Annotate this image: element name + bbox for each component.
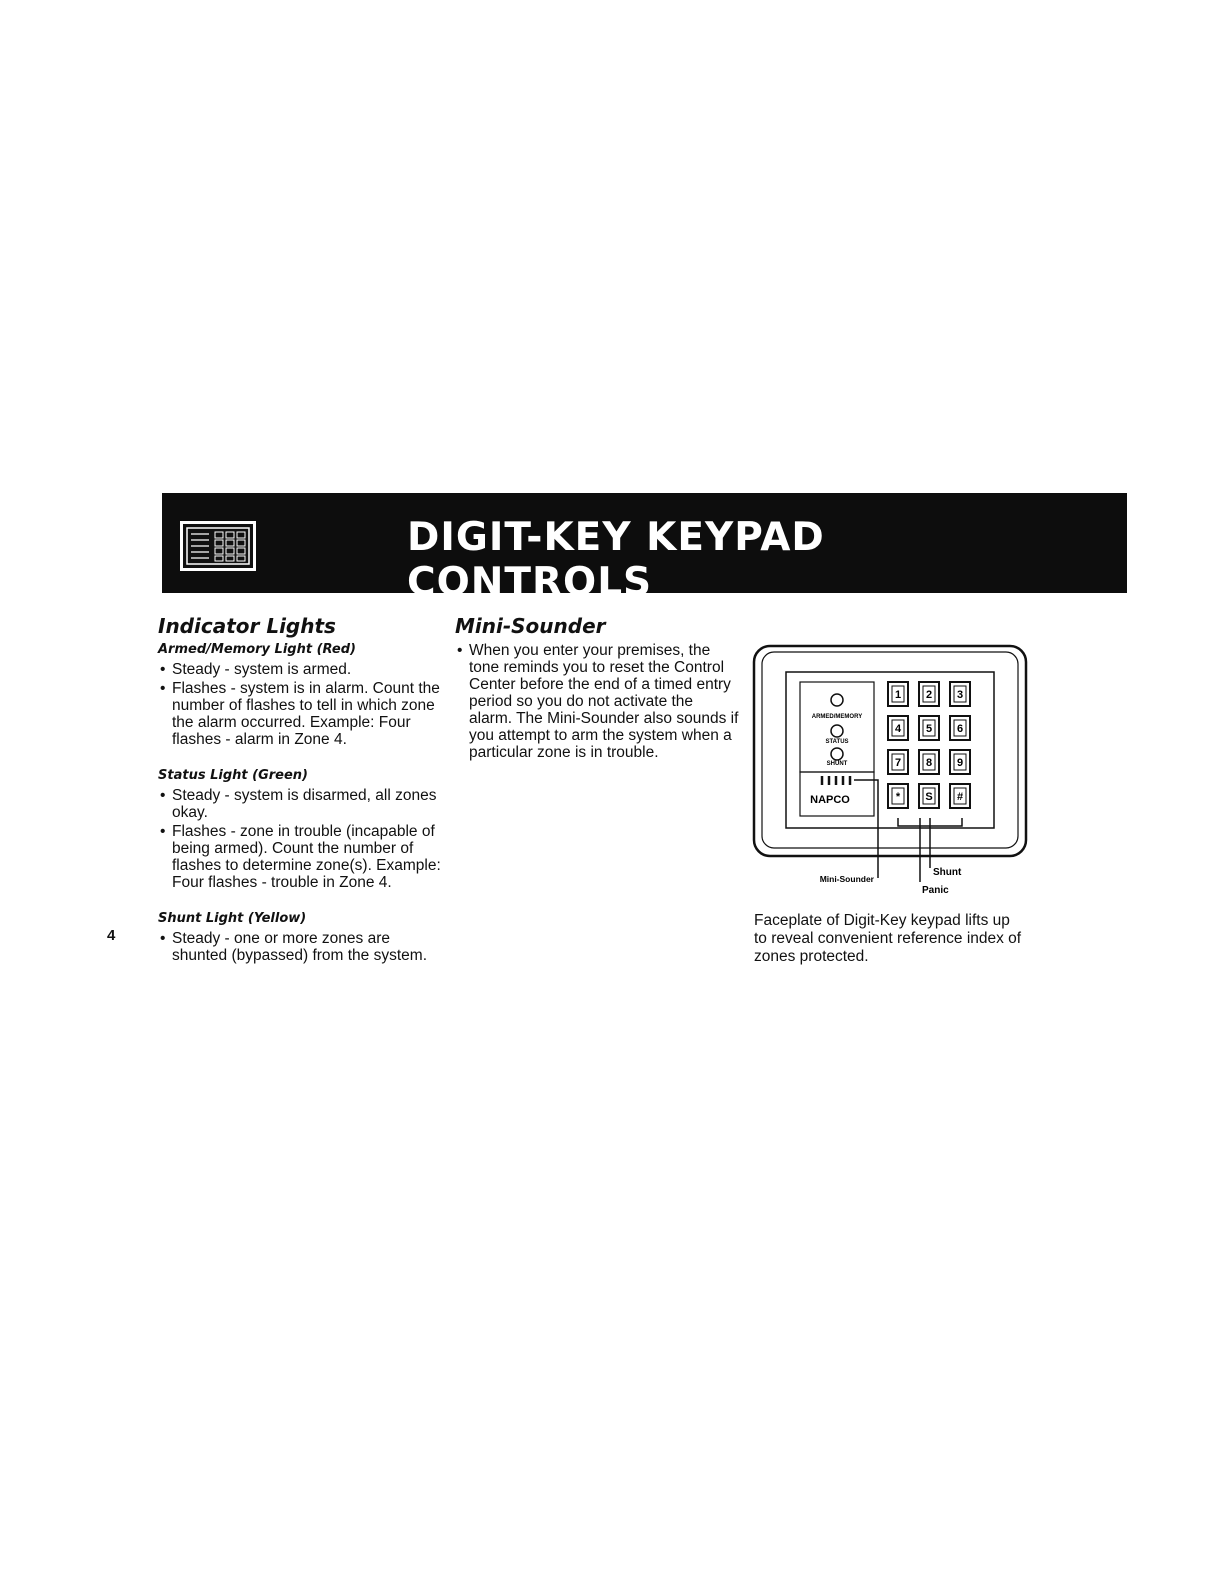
status-light-list [158, 787, 443, 891]
page-number: 4 [107, 927, 116, 944]
panic-callout: Panic [922, 885, 949, 896]
key-label: 8 [925, 757, 933, 769]
key-label: * [895, 791, 901, 803]
armed-light-list [158, 661, 443, 748]
armed-memory-label: ARMED/MEMORY [811, 714, 863, 720]
indicator-lights-section [158, 614, 443, 966]
shunt-callout: Shunt [933, 867, 962, 878]
key-label: 5 [925, 723, 933, 735]
status-label: STATUS [825, 739, 849, 745]
shunt-light-heading: Shunt Light (Yellow) [158, 911, 307, 926]
key-label: S [925, 791, 933, 803]
status-light-heading: Status Light (Green) [158, 768, 308, 783]
brand-logo: NAPCO [810, 794, 850, 806]
key-label: 4 [894, 723, 902, 735]
keypad-icon [180, 521, 256, 571]
key-label: 7 [894, 757, 902, 769]
keypad-figure [752, 640, 1032, 900]
keypad-illustration [752, 640, 1032, 900]
key-label: 2 [925, 689, 933, 701]
key-label: 6 [956, 723, 964, 735]
figure-caption: Faceplate of Digit-Key keypad lifts up to reveal convenient reference index of zones protected. [754, 912, 1022, 965]
armed-light-heading: Armed/Memory Light (Red) [158, 642, 356, 657]
mini-sounder-list [455, 642, 740, 761]
key-label: 3 [956, 689, 964, 701]
list-item: • Steady - system is disarmed, all zones okay. [158, 787, 443, 821]
list-item: • Flashes - system is in alarm. Count the number of flashes to tell in which zone the alarm occurred. Example: Four flashes - alarm in Zone 4. [158, 680, 443, 748]
list-item: • When you enter your premises, the tone reminds you to reset the Control Center before the end of a timed entry period so you do not activate the alarm. The Mini-Sounder also sounds if you attempt to arm the system when a particular zone is in trouble. [455, 642, 740, 761]
shunt-light-list [158, 930, 443, 964]
key-label: # [956, 791, 964, 803]
list-item: • Steady - one or more zones are shunted (bypassed) from the system. [158, 930, 443, 964]
indicator-lights-heading: Indicator Lights [158, 614, 336, 638]
mini-sounder-heading: Mini-Sounder [455, 614, 606, 638]
key-label: 1 [894, 689, 902, 701]
list-item: • Flashes - zone in trouble (incapable of being armed). Count the number of flashes to determine zone(s). Example: Four flashes - trouble in Zone 4. [158, 823, 443, 891]
list-item: • Steady - system is armed. [158, 661, 443, 678]
mini-sounder-section [455, 614, 740, 763]
page-title: DIGIT-KEY KEYPAD CONTROLS [407, 515, 825, 605]
shunt-label: SHUNT [826, 761, 848, 767]
key-label: 9 [956, 757, 964, 769]
title-banner [162, 493, 1127, 605]
mini-sounder-callout: Mini-Sounder [819, 874, 874, 884]
